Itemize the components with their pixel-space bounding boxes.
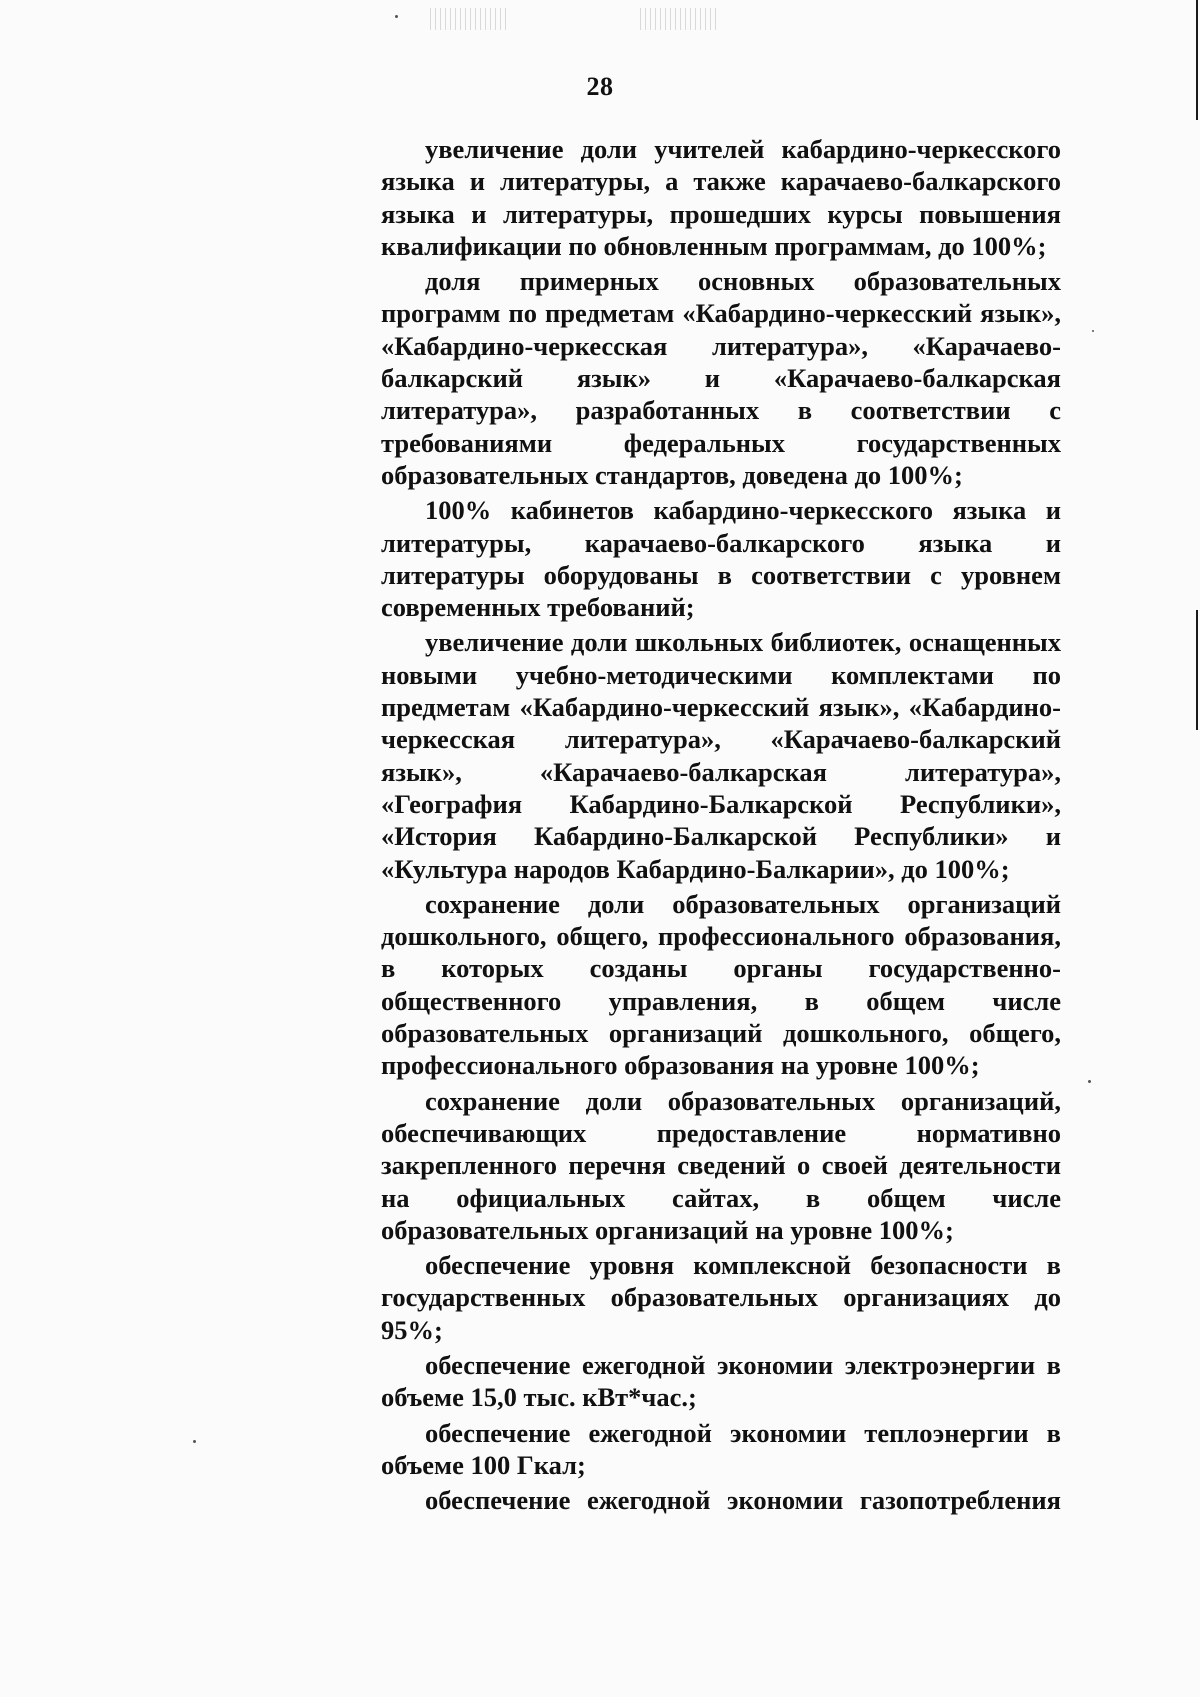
scan-noise-left xyxy=(430,8,510,30)
paragraph: обеспечение ежегодной экономии электроэнергии в объеме 15,0 тыс. кВт*час.; xyxy=(381,1349,1061,1413)
scan-speck xyxy=(395,15,398,18)
paragraph: обеспечение ежегодной экономии теплоэнергии в объеме 100 Гкал; xyxy=(381,1417,1061,1480)
scan-noise-right xyxy=(640,8,720,30)
paragraph: 100% кабинетов кабардино-черкесского языка и литературы, карачаево-балкарского языка и литературы оборудованы в соответствии с уровнем современных требований; xyxy=(381,495,1061,623)
paragraph: увеличение доли школьных библиотек, оснащенных новыми учебно-методическими комплектами по предметам «Кабардино-черкесский язык», «Кабардино-черкесская литература», «Карачаево-балкарский язык», «Карачаево-балкарская литература», «География Кабардино-Балкарской Республики», «История Кабардино-Балкарской Республики» и «Культура народов Кабардино-Балкарии», до 100%; xyxy=(381,627,1061,884)
scan-speck xyxy=(1088,1080,1091,1083)
paragraph: доля примерных основных образовательных программ по предметам «Кабардино-черкесский язык», «Кабардино-черкесская литература», «Карачаево-балкарский язык» и «Карачаево-балкарская литература», разработанных в соответствии с требованиями федеральных государственных образовательных стандартов, доведена до 100%; xyxy=(381,266,1061,490)
page-number: 28 xyxy=(586,72,614,101)
paragraph: увеличение доли учителей кабардино-черкесского языка и литературы, а также карачаево-балкарского языка и литературы, прошедших курсы повышения квалификации по обновленным программам, до 100%; xyxy=(381,134,1061,261)
paragraph: сохранение доли образовательных организаций, обеспечивающих предоставление нормативно закрепленного перечня сведений о своей деятельности на официальных сайтах, в общем числе образовательных организаций на уровне 100%; xyxy=(381,1085,1061,1245)
paragraph: обеспечение уровня комплексной безопасности в государственных образовательных организациях до 95%; xyxy=(381,1250,1061,1345)
paragraph-continued: обеспечение ежегодной экономии газопотребления xyxy=(425,1485,1061,1516)
scan-speck xyxy=(1092,330,1094,332)
scan-speck xyxy=(193,1440,196,1443)
paragraph: сохранение доли образовательных организаций дошкольного, общего, профессионального образования, в которых созданы органы государственно-общественного управления, в общем числе образовательных организаций дошкольного, общего, профессионального образования на уровне 100%; xyxy=(381,888,1061,1081)
scan-edge-line-mid xyxy=(1196,610,1198,730)
body-text xyxy=(381,133,1061,1519)
scan-edge-line-top xyxy=(1196,0,1198,120)
